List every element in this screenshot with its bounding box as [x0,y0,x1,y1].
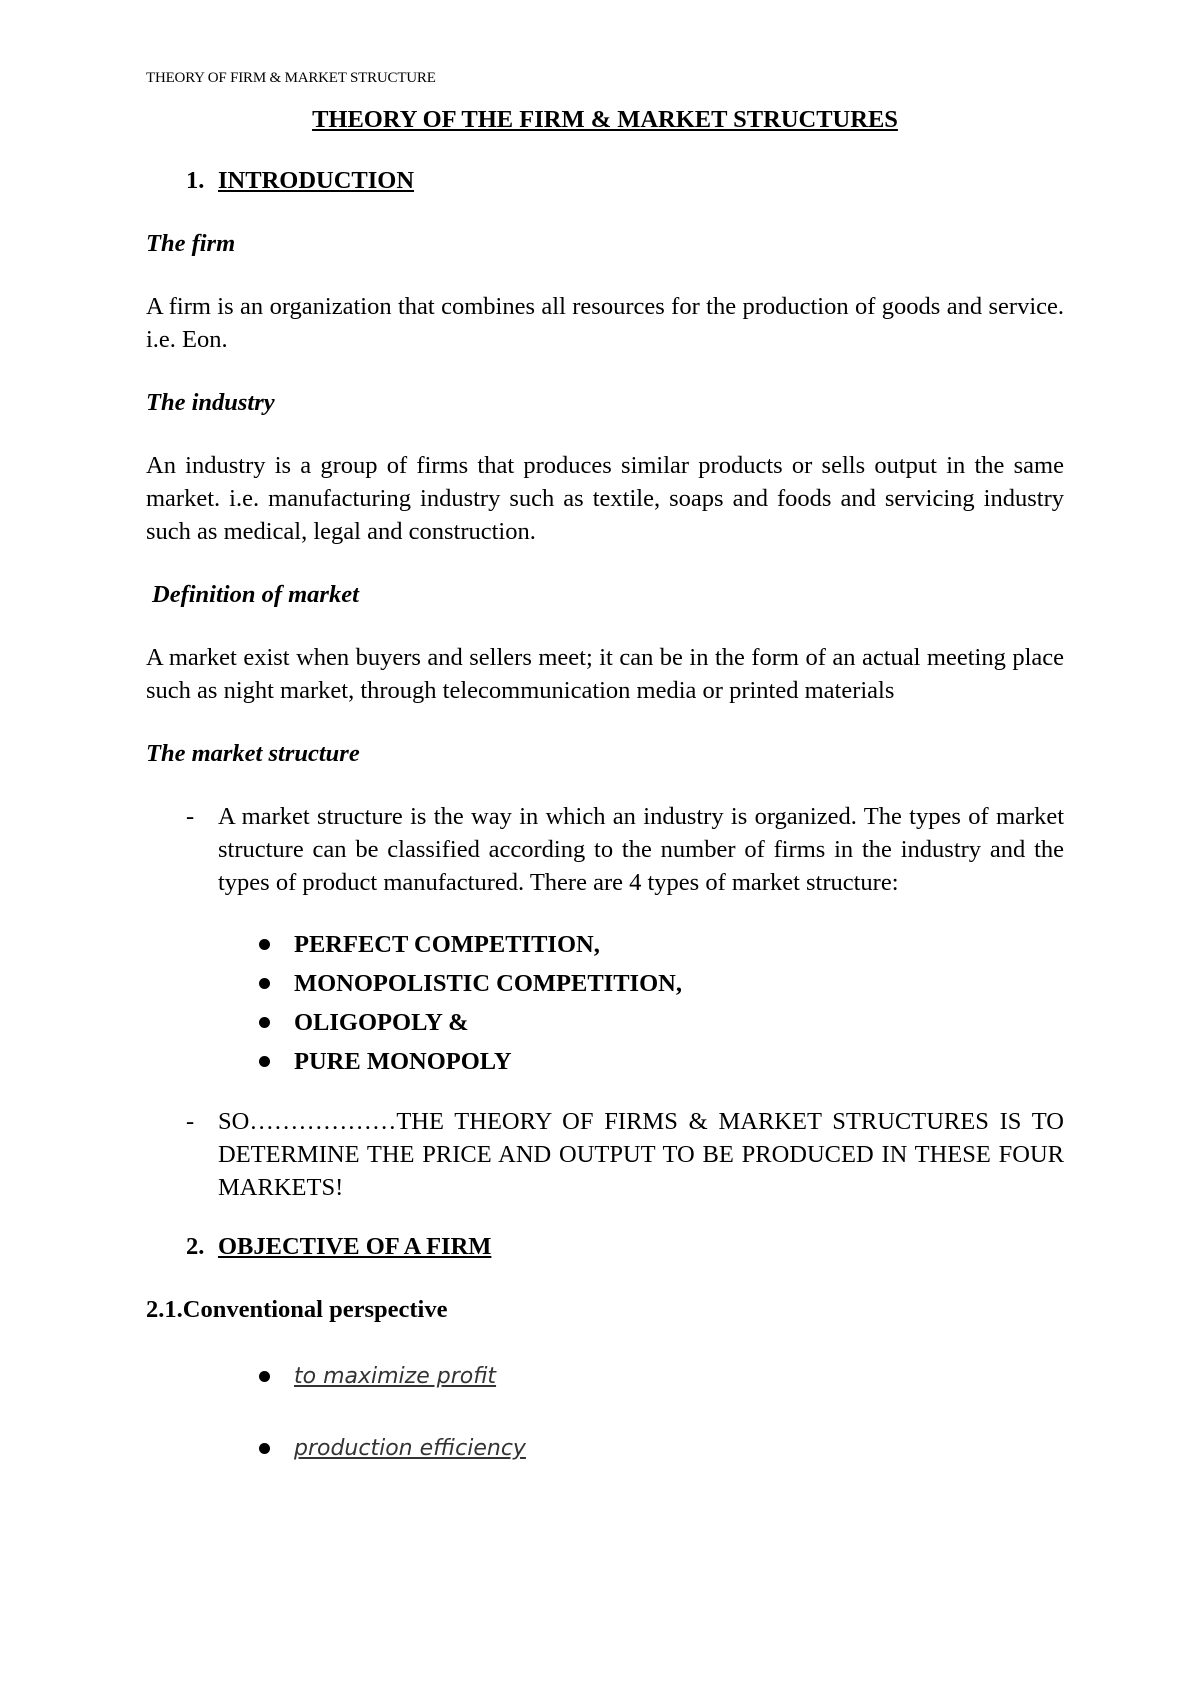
market-structure-definition: A market structure is the way in which an industry is organized. The types of market structure can be classified according to the number of firms in the industry and the types of product manufactured. There are 4 types of market structure: [218,803,1064,896]
section-number: 1. [186,167,205,194]
term-market: Definition of market [152,581,359,608]
list-item [146,1003,1064,1042]
bullet-icon [259,939,270,950]
subsection-heading: 2.1.Conventional perspective [146,1296,448,1323]
market-structure-item [146,800,1064,899]
term-firm: The firm [146,230,236,257]
term-market-structure: The market structure [146,740,360,767]
bullet-icon [259,1371,270,1382]
list-item [146,1042,1064,1081]
list-item [146,1412,1064,1484]
section-number: 2. [186,1233,205,1260]
section-title: OBJECTIVE OF A FIRM [218,1233,492,1260]
running-header: THEORY OF FIRM & MARKET STRUCTURE [146,70,436,86]
market-type-label: MONOPOLISTIC COMPETITION, [294,970,682,997]
dash-marker: - [186,803,195,830]
objective-link[interactable]: to maximize profit [294,1363,497,1389]
industry-definition: An industry is a group of firms that produces similar products or sells output in the same market. i.e. manufacturing industry such as textile, soaps and foods and servicing industry such as medical, legal and construction. [146,452,1064,545]
dash-marker: - [186,1108,195,1135]
document-title: THEORY OF THE FIRM & MARKET STRUCTURES [312,106,898,133]
market-definition: A market exist when buyers and sellers meet; it can be in the form of an actual meeting place such as night market, through telecommunication media or printed materials [146,644,1064,704]
section-1-heading [146,164,1064,197]
list-item [146,925,1064,964]
objectives-list [146,1340,1064,1484]
market-type-label: PERFECT COMPETITION, [294,931,600,958]
list-item [146,1340,1064,1412]
bullet-icon [259,1443,270,1454]
list-item [146,964,1064,1003]
market-type-label: OLIGOPOLY & [294,1009,469,1036]
section-title: INTRODUCTION [218,167,415,194]
objective-link[interactable]: production efficiency [294,1435,526,1461]
bullet-icon [259,1056,270,1067]
market-types-list [146,925,1064,1081]
bullet-icon [259,1017,270,1028]
section-2-heading [146,1230,1064,1263]
market-type-label: PURE MONOPOLY [294,1048,512,1075]
conclusion-item [146,1105,1064,1204]
document-body [146,102,1064,1484]
term-industry: The industry [146,389,275,416]
bullet-icon [259,978,270,989]
conclusion-text: SO………………THE THEORY OF FIRMS & MARKET STRUCTURES IS TO DETERMINE THE PRICE AND OUTPUT TO BE PRODUCED IN THESE FOUR MARKETS! [218,1108,1064,1201]
firm-definition: A firm is an organization that combines all resources for the production of goods and service. i.e. Eon. [146,293,1064,353]
